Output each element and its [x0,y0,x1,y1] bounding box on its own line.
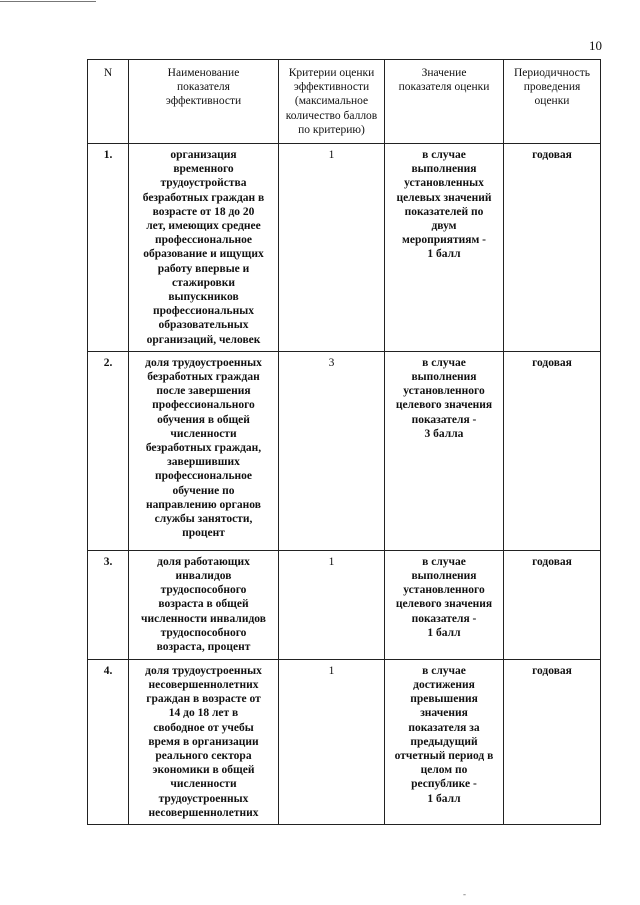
row-number: 4. [88,659,129,824]
header-periodicity: Периодичность проведения оценки [504,60,601,144]
stray-mark: - [463,889,466,899]
criteria-score: 1 [279,659,385,824]
indicator-name: доля трудоустроенных безработных граждан после завершения профессионального обучения в общей численности безработных граждан, завершивших профессиональное обучение по направлению органов службы занятости, процент [129,351,279,550]
table-row [88,144,601,352]
indicator-value: в случае достижения превышения значения показателя за предыдущий отчетный период в целом по республике - 1 балл [385,659,504,824]
indicator-value: в случае выполнения установленного целевого значения показателя - 1 балл [385,550,504,659]
table-row [88,351,601,550]
row-number: 1. [88,144,129,352]
criteria-score: 3 [279,351,385,550]
corner-scan-line [0,1,96,2]
header-indicator-name: Наименование показателя эффективности [129,60,279,144]
criteria-table [87,59,601,825]
header-number: N [88,60,129,144]
criteria-score: 1 [279,550,385,659]
row-number: 3. [88,550,129,659]
indicator-name: доля работающих инвалидов трудоспособного возраста в общей численности инвалидов трудоспособного возраста, процент [129,550,279,659]
table-row [88,550,601,659]
table-header-row [88,60,601,144]
assessment-period: годовая [504,144,601,352]
header-value: Значение показателя оценки [385,60,504,144]
indicator-value: в случае выполнения установленных целевых значений показателей по двум мероприятиям - 1 балл [385,144,504,352]
criteria-score: 1 [279,144,385,352]
indicator-value: в случае выполнения установленного целевого значения показателя - 3 балла [385,351,504,550]
assessment-period: годовая [504,550,601,659]
row-number: 2. [88,351,129,550]
assessment-period: годовая [504,351,601,550]
table-row [88,659,601,824]
assessment-period: годовая [504,659,601,824]
page-number: 10 [589,38,602,53]
header-criteria: Критерии оценки эффективности (максимальное количество баллов по критерию) [279,60,385,144]
indicator-name: доля трудоустроенных несовершеннолетних граждан в возрасте от 14 до 18 лет в свободное от учебы время в организации реального сектора экономики в общей численности трудоустроенных несовершеннолетних [129,659,279,824]
indicator-name: организация временного трудоустройства безработных граждан в возрасте от 18 до 20 лет, имеющих среднее профессиональное образование и ищущих работу впервые и стажировки выпускников профессиональных образовательных организаций, человек [129,144,279,352]
